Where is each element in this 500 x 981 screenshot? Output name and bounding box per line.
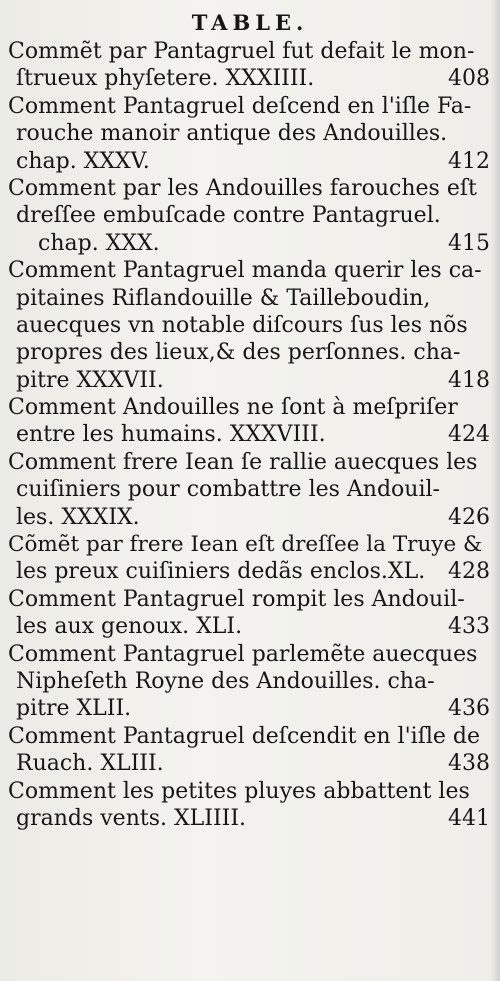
toc-entry-line	[8, 120, 490, 147]
toc-entry	[8, 641, 490, 723]
page-header: TABLE.	[191, 10, 309, 35]
toc-entry-text: Comment Pantagruel deſcendit en l'iſle de	[8, 723, 481, 749]
toc-entry-text: dreſſee embuſcade contre Pantagruel.	[16, 203, 441, 229]
toc-entry-line	[8, 148, 490, 175]
toc-entry-line	[8, 230, 490, 257]
toc-entry-line	[8, 394, 490, 421]
toc-page-number: 426	[448, 504, 490, 530]
toc-entry-text: pitre XLII.	[16, 696, 132, 722]
toc-entry-text: ſtrueux phyſetere. XXXIIII.	[16, 66, 315, 92]
toc-entry-text: Ruach. XLIII.	[16, 751, 164, 777]
toc-entry	[8, 257, 490, 394]
toc-entry-line	[8, 175, 490, 202]
toc-entry-line	[8, 641, 490, 668]
toc-page-number: 428	[448, 559, 490, 585]
toc-page-number: 415	[448, 230, 490, 256]
toc-entry-text: Comment Pantagruel manda querir les ca-	[8, 258, 482, 284]
toc-entry-text: Comment Pantagruel rompit les Andouil-	[8, 586, 465, 612]
table-of-contents	[8, 38, 490, 832]
toc-entry-line	[8, 65, 490, 92]
toc-entry-line	[8, 750, 490, 777]
toc-entry	[8, 175, 490, 257]
toc-entry	[8, 586, 490, 641]
toc-entry-line	[8, 421, 490, 448]
toc-page-number: 408	[448, 66, 490, 92]
toc-page-number: 418	[448, 367, 490, 393]
toc-entry-line	[8, 285, 490, 312]
toc-entry-line	[8, 805, 490, 832]
toc-entry-line	[8, 312, 490, 339]
toc-page-number: 436	[448, 696, 490, 722]
toc-entry-text: rouche manoir antique des Andouilles.	[16, 121, 448, 147]
toc-entry	[8, 38, 490, 93]
toc-entry-text: Comment frere Iean ſe rallie auecques les	[8, 449, 478, 475]
toc-entry-line	[8, 778, 490, 805]
toc-entry-line	[8, 38, 490, 65]
toc-entry-line	[8, 93, 490, 120]
toc-entry-text: Comment Pantagruel deſcend en l'iſle Fa-	[8, 93, 472, 119]
toc-entry-text: grands vents. XLIIII.	[16, 805, 247, 831]
toc-page-number: 433	[448, 614, 490, 640]
toc-entry-text: Nipheſeth Royne des Andouilles. cha-	[16, 668, 435, 694]
toc-entry-text: les. XXXIX.	[16, 504, 140, 530]
toc-entry-text: cuiſiniers pour combattre les Andouil-	[16, 477, 440, 503]
toc-page-number: 424	[448, 422, 490, 448]
toc-entry-text: chap. XXX.	[38, 230, 160, 256]
toc-entry-text: entre les humains. XXXVIII.	[16, 422, 326, 448]
toc-entry-line	[8, 531, 490, 558]
toc-entry-line	[8, 695, 490, 722]
toc-entry-line	[8, 367, 490, 394]
toc-entry	[8, 778, 490, 833]
toc-entry-text: les preux cuiſiniers dedãs enclos.XL.	[16, 559, 426, 585]
toc-entry-line	[8, 586, 490, 613]
toc-entry-line	[8, 723, 490, 750]
toc-entry-text: Comment les petites pluyes abbattent les	[8, 778, 470, 804]
toc-entry-text: Cõmẽt par frere Iean eſt dreſſee la Truye &	[8, 532, 483, 558]
toc-page-number: 412	[448, 148, 490, 174]
toc-entry-text: les aux genoux. XLI.	[16, 614, 243, 640]
toc-entry-line	[8, 613, 490, 640]
toc-entry-line	[8, 339, 490, 366]
toc-entry-line	[8, 449, 490, 476]
toc-entry	[8, 394, 490, 449]
toc-entry-text: Commẽt par Pantagruel fut defait le mon-	[8, 39, 475, 64]
toc-entry-line	[8, 257, 490, 284]
toc-entry-text: Comment Andouilles ne ſont à meſpriſer	[8, 395, 458, 421]
toc-entry	[8, 531, 490, 586]
toc-entry-line	[8, 202, 490, 229]
toc-entry	[8, 723, 490, 778]
toc-entry-text: pitre XXXVII.	[16, 367, 164, 393]
toc-entry-text: Comment Pantagruel parlemẽte auecques	[8, 641, 478, 667]
toc-page-number: 438	[448, 751, 490, 777]
toc-entry-text: Comment par les Andouilles farouches eſt	[8, 175, 477, 201]
toc-page-number: 441	[448, 805, 490, 831]
toc-entry-line	[8, 504, 490, 531]
toc-entry	[8, 93, 490, 175]
toc-entry-text: auecques vn notable diſcours ſus les nõs	[16, 312, 468, 338]
toc-entry-text: chap. XXXV.	[16, 148, 150, 174]
toc-entry	[8, 449, 490, 531]
toc-entry-line	[8, 476, 490, 503]
toc-entry-line	[8, 558, 490, 585]
toc-entry-line	[8, 668, 490, 695]
toc-entry-text: propres des lieux,& des perſonnes. cha-	[16, 340, 461, 366]
toc-entry-text: pitaines Riflandouille & Tailleboudin,	[16, 285, 431, 311]
